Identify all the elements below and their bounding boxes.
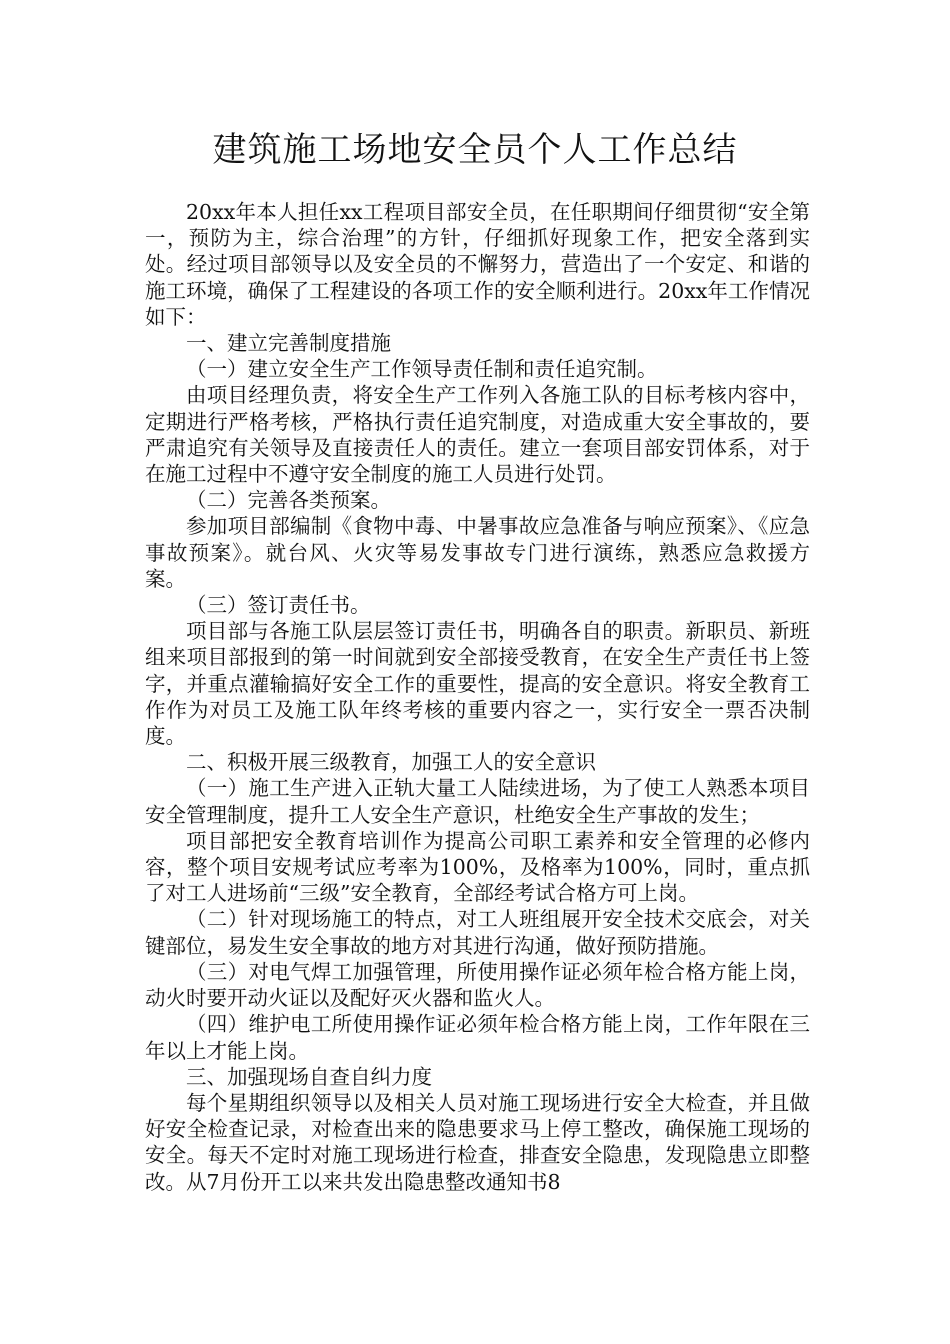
- body-paragraph: 项目部与各施工队层层签订责任书，明确各自的职责。新职员、新班组来项目部报到的第一时间就到安全部接受教育，在安全生产责任书上签字，并重点灌输搞好安全工作的重要性，提高的安全意识。将安全教育工作作为对员工及施工队年终考核的重要内容之一，实行安全一票否决制度。: [145, 619, 810, 749]
- body-paragraph: 项目部把安全教育培训作为提高公司职工素养和安全管理的必修内容，整个项目安规考试应考率为100%，及格率为100%，同时，重点抓了对工人进场前“三级”安全教育，全部经考试合格方可上岗。: [145, 828, 810, 906]
- section-heading-3: 三、加强现场自查自纠力度: [186, 1064, 432, 1089]
- subsection-paragraph-2-1: （一）施工生产进入正轨大量工人陆续进场，为了使工人熟悉本项目安全管理制度，提升工人安全生产意识，杜绝安全生产事故的发生；: [145, 776, 810, 827]
- body-paragraph: 每个星期组织领导以及相关人员对施工现场进行安全大检查，并且做好安全检查记录，对检查出来的隐患要求马上停工整改，确保施工现场的安全。每天不定时对施工现场进行检查，排查安全隐患，发现隐患立即整改。从7月份开工以来共发出隐患整改通知书8: [145, 1090, 810, 1194]
- section-heading-1: 一、建立完善制度措施: [186, 331, 391, 356]
- subsection-heading-1-2: （二）完善各类预案。: [186, 488, 391, 513]
- intro-paragraph: 20xx年本人担任xx工程项目部安全员，在任职期间仔细贯彻“安全第一，预防为主，综合治理”的方针，仔细抓好现象工作，把安全落到实处。经过项目部领导以及安全员的不懈努力，营造出了一个安定、和谐的施工环境，确保了工程建设的各项工作的安全顺利进行。20xx年工作情况如下：: [145, 200, 810, 329]
- section-heading-2: 二、积极开展三级教育，加强工人的安全意识: [186, 750, 596, 775]
- subsection-paragraph-2-3: （三）对电气焊工加强管理，所使用操作证必须年检合格方能上岗，动火时要开动火证以及配好灭火器和监火人。: [145, 959, 810, 1011]
- subsection-paragraph-2-4: （四）维护电工所使用操作证必须年检合格方能上岗，工作年限在三年以上才能上岗。: [145, 1012, 810, 1063]
- body-paragraph: 由项目经理负责，将安全生产工作列入各施工队的目标考核内容中，定期进行严格考核，严格执行责任追究制度，对造成重大安全事故的，要严肃追究有关领导及直接责任人的责任。建立一套项目部安罚体系，对于在施工过程中不遵守安全制度的施工人员进行处罚。: [145, 383, 810, 487]
- subsection-heading-1-1: （一）建立安全生产工作领导责任制和责任追究制。: [186, 357, 658, 382]
- subsection-paragraph-2-2: （二）针对现场施工的特点，对工人班组展开安全技术交底会，对关键部位，易发生安全事故的地方对其进行沟通，做好预防措施。: [145, 907, 810, 958]
- subsection-heading-1-3: （三）签订责任书。: [186, 593, 371, 618]
- body-paragraph: 参加项目部编制《食物中毒、中暑事故应急准备与响应预案》、《应急事故预案》。就台风、火灾等易发事故专门进行演练，熟悉应急救援方案。: [145, 514, 810, 591]
- document-body: [145, 199, 810, 1195]
- document-title: 建筑施工场地安全员个人工作总结: [212, 130, 738, 170]
